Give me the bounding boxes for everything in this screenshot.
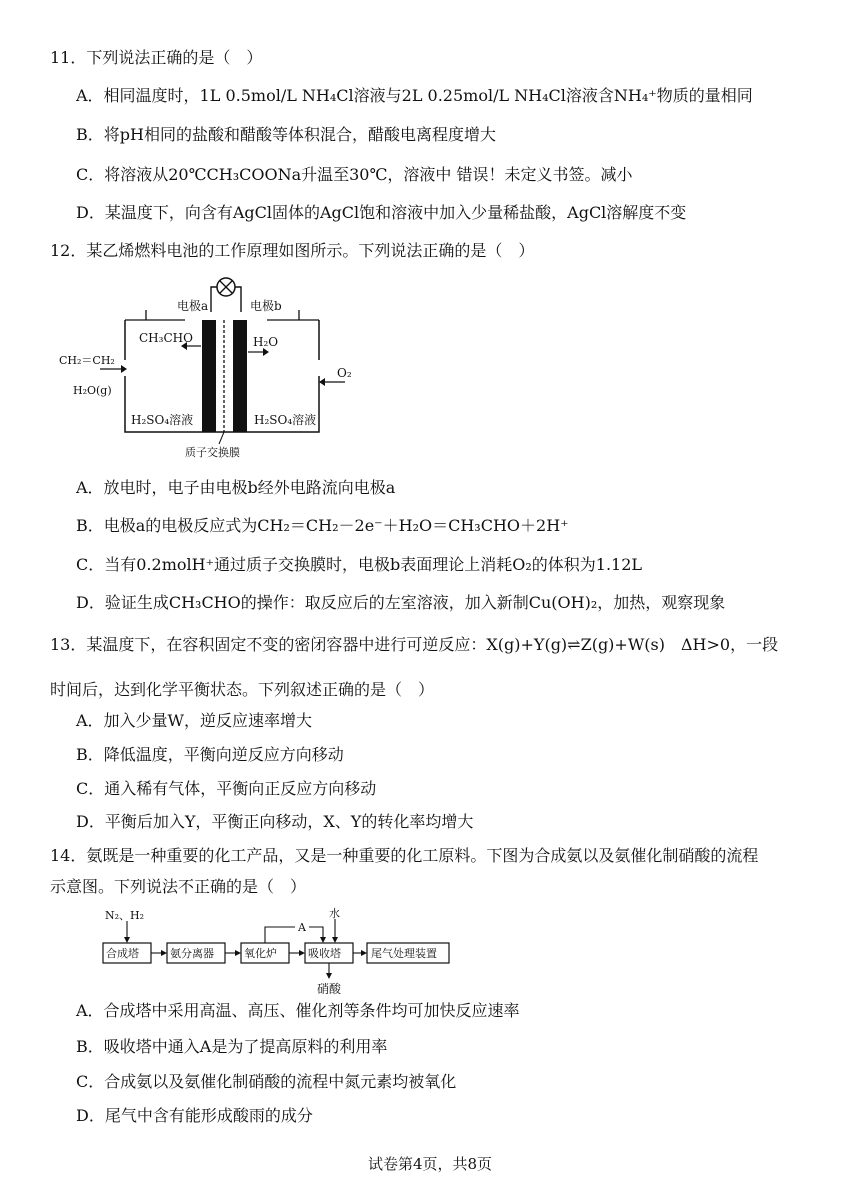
right-product-label: H₂O [253,335,279,349]
q11-option-a: A．相同温度时，1L 0.5mol/L NH₄Cl溶液与2L 0.25mol/L NH₄Cl溶液含NH₄⁺物质的量相同 [76,86,753,105]
q13-option-c: C．通入稀有气体，平衡向正反应方向移动 [76,779,377,798]
inlet-water-label: H₂O(g) [73,384,112,397]
fuel-cell-diagram [55,272,375,462]
flow-separator-label: 氨分离器 [170,947,214,960]
q11-option-d: D．某温度下，向含有AgCl固体的AgCl饱和溶液中加入少量稀盐酸，AgCl溶解度不变 [76,203,687,222]
flow-product-label: 硝酸 [317,982,342,996]
flow-tailgas-label: 尾气处理装置 [371,947,437,960]
q14-stem-line1: 14．氨既是一种重要的化工产品，又是一种重要的化工原料。下图为合成氨以及氨催化制硝酸的流程 [50,846,759,865]
flow-water-label: 水 [329,907,340,920]
left-solution-label: H₂SO₄溶液 [131,413,194,427]
q14-option-b: B．吸收塔中通入A是为了提高原料的利用率 [76,1037,388,1056]
flow-absorber-label: 吸收塔 [308,947,341,960]
q14-option-a: A．合成塔中采用高温、高压、催化剂等条件均可加快反应速率 [76,1001,520,1020]
left-product-label: CH₃CHO [139,331,193,345]
q12-option-d: D．验证生成CH₃CHO的操作：取反应后的左室溶液，加入新制Cu(OH)₂，加热，观察现象 [76,593,726,612]
q12-option-c: C．当有0.2molH⁺通过质子交换膜时，电极b表面理论上消耗O₂的体积为1.12L [76,555,643,574]
q12-option-b: B．电极a的电极反应式为CH₂＝CH₂－2e⁻＋H₂O＝CH₃CHO＋2H⁺ [76,516,569,535]
q14-option-d: D．尾气中含有能形成酸雨的成分 [76,1106,313,1125]
page-footer: 试卷第4页，共8页 [367,1155,493,1173]
q11-stem: 11．下列说法正确的是（ ） [50,48,263,67]
inlet-ethylene-label: CH₂＝CH₂ [59,354,115,367]
q14-stem-line2: 示意图。下列说法不正确的是（ ） [50,877,307,896]
electrode-a-plate [202,320,216,432]
membrane-label: 质子交换膜 [185,446,240,459]
q13-option-b: B．降低温度，平衡向逆反应方向移动 [76,745,344,764]
electrode-b-plate [233,320,247,432]
q13-stem-line2: 时间后，达到化学平衡状态。下列叙述正确的是（ ） [50,680,435,699]
right-solution-label: H₂SO₄溶液 [254,413,317,427]
q12-stem: 12．某乙烯燃料电池的工作原理如图所示。下列说法正确的是（ ） [50,241,535,260]
q13-stem-line1: 13．某温度下，在容积固定不变的密闭容器中进行可逆反应：X(g)+Y(g)⇌Z(g)+W(s) ΔH>0，一段 [50,635,779,654]
q14-option-c: C．合成氨以及氨催化制硝酸的流程中氮元素均被氧化 [76,1072,457,1091]
q13-option-a: A．加入少量W，逆反应速率增大 [76,711,313,730]
q11-option-c: C．将溶液从20℃CH₃COONa升温至30℃，溶液中 错误！未定义书签。减小 [76,165,633,184]
electrode-b-label: 电极b [250,299,282,313]
flow-synthesis-label: 合成塔 [106,947,139,960]
q12-option-a: A．放电时，电子由电极b经外电路流向电极a [76,478,396,497]
q13-option-d: D．平衡后加入Y，平衡正向移动，X、Y的转化率均增大 [76,812,474,831]
flow-a-label: A [298,921,306,934]
electrode-a-label: 电极a [177,299,209,313]
flow-feed-label: N₂、H₂ [105,909,145,922]
ammonia-nitric-acid-flowchart [95,905,465,997]
inlet-oxygen-label: O₂ [337,366,352,380]
flow-oxidizer-label: 氧化炉 [244,947,277,960]
q11-option-b: B．将pH相同的盐酸和醋酸等体积混合，醋酸电离程度增大 [76,125,496,144]
